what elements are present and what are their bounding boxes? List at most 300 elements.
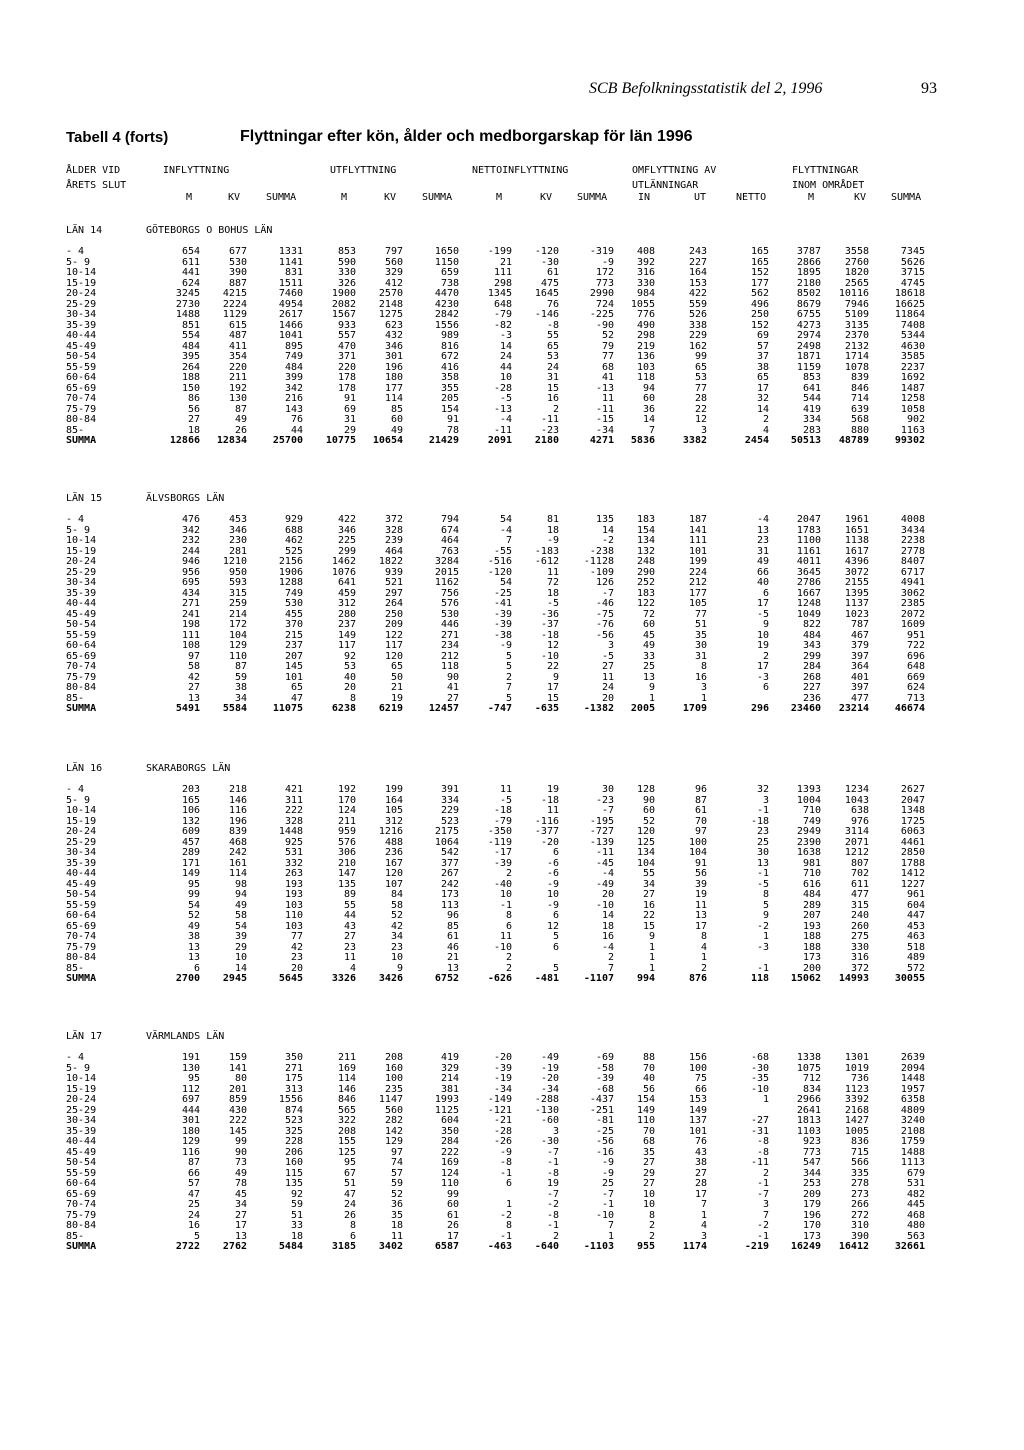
cell-ut-m: 1900 bbox=[331, 288, 356, 299]
cell-omfl-ut: 30 bbox=[694, 640, 707, 651]
lan-name: SKARABORGS LÄN bbox=[146, 763, 231, 774]
cell-in-kv: 887 bbox=[228, 277, 247, 289]
cell-inom-kv: 335 bbox=[850, 1167, 869, 1179]
cell-in-m: 203 bbox=[181, 784, 200, 795]
cell-netto-summa: 14 bbox=[601, 910, 614, 921]
age-group-cell: 75-79 bbox=[66, 941, 97, 953]
cell-in-m: 38 bbox=[187, 931, 200, 942]
cell-in-kv: 45 bbox=[234, 1188, 247, 1200]
cell-inom-m: 268 bbox=[802, 671, 821, 683]
cell-omfl-in: 154 bbox=[636, 524, 655, 536]
cell-in-m: 188 bbox=[181, 372, 200, 383]
cell-inom-m: 3645 bbox=[796, 566, 821, 578]
cell-netto-m: -55 bbox=[493, 545, 512, 557]
cell-in-kv: 172 bbox=[228, 619, 247, 630]
cell-netto-m: -463 bbox=[487, 1241, 512, 1252]
cell-inom-m: 1393 bbox=[796, 784, 821, 795]
cell-netto-m: 6 bbox=[505, 920, 512, 932]
cell-ut-kv: 129 bbox=[384, 1136, 403, 1147]
cell-netto-m: 54 bbox=[499, 514, 512, 525]
cell-ut-kv: 59 bbox=[390, 1178, 403, 1189]
cell-inom-m: 1667 bbox=[796, 587, 821, 599]
cell-in-m: 24 bbox=[187, 1209, 200, 1221]
cell-in-summa: 143 bbox=[284, 403, 303, 415]
cell-omfl-in: 120 bbox=[636, 826, 655, 837]
cell-netto-kv: 24 bbox=[546, 361, 559, 373]
cell-omfl-in: 27 bbox=[642, 889, 655, 900]
header-netto-summa: SUMMA bbox=[577, 192, 608, 203]
cell-in-m: 2722 bbox=[175, 1241, 200, 1252]
cell-ut-summa: 672 bbox=[440, 351, 459, 362]
cell-ut-summa: 41 bbox=[446, 682, 459, 693]
table-row bbox=[0, 1211, 1024, 1221]
cell-omfl-ut: 19 bbox=[694, 889, 707, 900]
cell-omfl-in: 70 bbox=[642, 1125, 655, 1137]
table-row bbox=[0, 610, 1024, 620]
cell-omfl-in: 72 bbox=[642, 608, 655, 620]
lan-name: GÖTEBORGS O BOHUS LÄN bbox=[146, 225, 273, 236]
cell-in-m: 289 bbox=[181, 847, 200, 858]
cell-ut-m: 55 bbox=[343, 899, 356, 911]
cell-omfl-ut: 70 bbox=[694, 815, 707, 827]
cell-in-kv: 114 bbox=[228, 868, 247, 879]
cell-inom-kv: 880 bbox=[850, 424, 869, 436]
cell-inom-summa: 18618 bbox=[894, 288, 925, 299]
cell-netto-m: -9 bbox=[499, 640, 512, 651]
cell-omfl-netto: -8 bbox=[756, 1136, 769, 1147]
table-row bbox=[0, 1053, 1024, 1063]
cell-in-summa: 103 bbox=[284, 920, 303, 932]
cell-inom-summa: 46674 bbox=[894, 703, 925, 714]
cell-netto-kv: 76 bbox=[546, 298, 559, 310]
header-inom-summa: SUMMA bbox=[891, 192, 922, 203]
cell-in-m: 171 bbox=[181, 857, 200, 869]
cell-in-kv: 49 bbox=[234, 414, 247, 425]
cell-omfl-netto: 3 bbox=[762, 1199, 769, 1210]
cell-omfl-ut: 96 bbox=[694, 784, 707, 795]
cell-in-m: 165 bbox=[181, 794, 200, 806]
header-ut-kv: KV bbox=[384, 192, 397, 203]
cell-inom-m: 981 bbox=[802, 857, 821, 869]
table-row bbox=[0, 932, 1024, 942]
cell-inom-kv: 2168 bbox=[844, 1104, 869, 1116]
cell-netto-summa: -225 bbox=[589, 309, 614, 320]
cell-inom-summa: 713 bbox=[906, 692, 925, 704]
table-row bbox=[0, 268, 1024, 278]
cell-omfl-ut: 75 bbox=[694, 1073, 707, 1084]
cell-netto-m: -13 bbox=[493, 403, 512, 415]
cell-in-m: 12866 bbox=[169, 435, 200, 446]
cell-omfl-netto: 2 bbox=[762, 414, 769, 425]
cell-inom-summa: 2238 bbox=[900, 535, 925, 546]
cell-inom-summa: 1957 bbox=[900, 1083, 925, 1095]
cell-omfl-netto: -2 bbox=[756, 1220, 769, 1231]
cell-in-kv: 859 bbox=[228, 1094, 247, 1105]
age-group-cell: 75-79 bbox=[66, 403, 97, 415]
cell-omfl-ut: 101 bbox=[688, 545, 707, 557]
cell-inom-kv: 1301 bbox=[844, 1052, 869, 1063]
cell-ut-summa: 334 bbox=[440, 794, 459, 806]
cell-netto-kv: 19 bbox=[546, 1178, 559, 1189]
cell-ut-m: 557 bbox=[337, 330, 356, 341]
cell-in-kv: 141 bbox=[228, 1062, 247, 1074]
cell-in-m: 56 bbox=[187, 403, 200, 415]
lan-label: LÄN 14 bbox=[66, 225, 103, 236]
cell-netto-m: 24 bbox=[499, 351, 512, 362]
cell-netto-kv: -36 bbox=[540, 608, 559, 620]
cell-netto-summa: -46 bbox=[595, 598, 614, 609]
cell-ut-summa: 530 bbox=[440, 608, 459, 620]
cell-inom-kv: 1617 bbox=[844, 545, 869, 557]
cell-netto-kv: 15 bbox=[546, 692, 559, 704]
cell-omfl-ut: 3 bbox=[700, 1230, 707, 1242]
cell-in-summa: 228 bbox=[284, 1136, 303, 1147]
cell-omfl-netto: 37 bbox=[756, 351, 769, 362]
cell-netto-m: 2 bbox=[505, 952, 512, 963]
age-group-cell: 45-49 bbox=[66, 340, 97, 352]
cell-inom-m: 1103 bbox=[796, 1125, 821, 1137]
cell-in-summa: 531 bbox=[284, 847, 303, 858]
cell-omfl-in: 298 bbox=[636, 330, 655, 341]
cell-omfl-in: 118 bbox=[636, 372, 655, 383]
cell-netto-m: -119 bbox=[487, 836, 512, 848]
cell-netto-m: -149 bbox=[487, 1094, 512, 1105]
cell-in-summa: 530 bbox=[284, 598, 303, 609]
table-row bbox=[0, 536, 1024, 546]
cell-inom-summa: 1113 bbox=[900, 1157, 925, 1168]
cell-ut-summa: 284 bbox=[440, 1136, 459, 1147]
cell-omfl-netto: -2 bbox=[756, 920, 769, 932]
cell-omfl-in: 1 bbox=[648, 941, 655, 953]
cell-ut-summa: 85 bbox=[446, 920, 459, 932]
cell-omfl-netto: -30 bbox=[750, 1062, 769, 1074]
cell-netto-m: -120 bbox=[487, 566, 512, 578]
cell-inom-kv: 1212 bbox=[844, 847, 869, 858]
cell-inom-kv: 266 bbox=[850, 1199, 869, 1210]
cell-inom-kv: 1043 bbox=[844, 794, 869, 806]
cell-omfl-ut: 53 bbox=[694, 372, 707, 383]
cell-ut-m: 51 bbox=[343, 1178, 356, 1189]
cell-ut-m: 89 bbox=[343, 889, 356, 900]
cell-in-m: 57 bbox=[187, 1178, 200, 1189]
cell-inom-m: 8502 bbox=[796, 288, 821, 299]
cell-inom-summa: 1488 bbox=[900, 1146, 925, 1158]
cell-omfl-ut: 76 bbox=[694, 1136, 707, 1147]
cell-inom-summa: 4745 bbox=[900, 277, 925, 289]
cell-ut-summa: 446 bbox=[440, 619, 459, 630]
age-group-cell: 35-39 bbox=[66, 1125, 97, 1137]
cell-netto-summa: -11 bbox=[595, 847, 614, 858]
cell-ut-kv: 60 bbox=[390, 414, 403, 425]
cell-in-kv: 13 bbox=[234, 1230, 247, 1242]
cell-omfl-ut: 13 bbox=[694, 910, 707, 921]
cell-ut-kv: 297 bbox=[384, 587, 403, 599]
header-in-kv: KV bbox=[228, 192, 241, 203]
age-group-cell: 35-39 bbox=[66, 587, 97, 599]
cell-netto-kv: -18 bbox=[540, 794, 559, 806]
header-in-summa: SUMMA bbox=[266, 192, 297, 203]
cell-netto-summa: 16 bbox=[601, 931, 614, 942]
cell-in-summa: 2617 bbox=[278, 309, 303, 320]
cell-inom-m: 544 bbox=[802, 393, 821, 404]
cell-netto-summa: -39 bbox=[595, 1073, 614, 1084]
cell-ut-m: 641 bbox=[337, 577, 356, 588]
cell-netto-m: -21 bbox=[493, 1115, 512, 1126]
cell-inom-summa: 1227 bbox=[900, 878, 925, 890]
cell-omfl-ut: 101 bbox=[688, 1125, 707, 1137]
cell-omfl-ut: 162 bbox=[688, 340, 707, 352]
cell-omfl-in: 90 bbox=[642, 794, 655, 806]
table-row bbox=[0, 1074, 1024, 1084]
cell-omfl-in: 7 bbox=[648, 424, 655, 436]
cell-ut-m: 4 bbox=[349, 962, 356, 974]
table-row bbox=[0, 1148, 1024, 1158]
cell-omfl-ut: 156 bbox=[688, 1052, 707, 1063]
header-arets-slut: ÅRETS SLUT bbox=[66, 180, 127, 191]
cell-netto-summa: -81 bbox=[595, 1115, 614, 1126]
cell-ut-summa: 377 bbox=[440, 857, 459, 869]
cell-netto-summa: -45 bbox=[595, 857, 614, 869]
cell-ut-summa: 113 bbox=[440, 899, 459, 911]
table-row bbox=[0, 964, 1024, 974]
cell-ut-kv: 107 bbox=[384, 878, 403, 890]
cell-omfl-in: 104 bbox=[636, 857, 655, 869]
cell-inom-kv: 3114 bbox=[844, 826, 869, 837]
cell-ut-m: 208 bbox=[337, 1125, 356, 1137]
cell-inom-kv: 372 bbox=[850, 962, 869, 974]
cell-inom-m: 2866 bbox=[796, 256, 821, 268]
cell-omfl-netto: 19 bbox=[756, 640, 769, 651]
cell-netto-summa: 1 bbox=[607, 1230, 614, 1242]
header-netto-kv: KV bbox=[540, 192, 553, 203]
age-group-cell: 25-29 bbox=[66, 566, 97, 578]
cell-netto-kv: 55 bbox=[546, 330, 559, 341]
cell-ut-summa: 1162 bbox=[434, 577, 459, 588]
cell-in-summa: 193 bbox=[284, 889, 303, 900]
table-row bbox=[0, 890, 1024, 900]
cell-inom-kv: 2565 bbox=[844, 277, 869, 289]
cell-inom-summa: 16625 bbox=[894, 298, 925, 310]
cell-netto-m: 11 bbox=[499, 931, 512, 942]
summa-row bbox=[0, 704, 1024, 714]
cell-inom-kv: 3135 bbox=[844, 319, 869, 331]
cell-netto-m: -25 bbox=[493, 587, 512, 599]
cell-in-m: 112 bbox=[181, 1083, 200, 1095]
cell-inom-kv: 278 bbox=[850, 1178, 869, 1189]
cell-ut-kv: 84 bbox=[390, 889, 403, 900]
age-group-cell: 85- bbox=[66, 692, 85, 704]
cell-ut-m: 299 bbox=[337, 545, 356, 557]
cell-ut-summa: 391 bbox=[440, 784, 459, 795]
cell-netto-kv: -18 bbox=[540, 629, 559, 641]
cell-omfl-in: 149 bbox=[636, 1104, 655, 1116]
cell-inom-summa: 6717 bbox=[900, 566, 925, 578]
age-group-cell: 65-69 bbox=[66, 382, 97, 394]
cell-omfl-in: 183 bbox=[636, 587, 655, 599]
cell-ut-kv: 117 bbox=[384, 640, 403, 651]
cell-netto-kv: -288 bbox=[534, 1094, 559, 1105]
cell-ut-m: 67 bbox=[343, 1167, 356, 1179]
table-row bbox=[0, 1095, 1024, 1105]
cell-netto-summa: -11 bbox=[595, 403, 614, 415]
cell-inom-m: 2390 bbox=[796, 836, 821, 848]
table-row bbox=[0, 578, 1024, 588]
age-group-cell: 50-54 bbox=[66, 889, 97, 900]
cell-inom-m: 15062 bbox=[790, 973, 821, 984]
cell-netto-summa: -90 bbox=[595, 319, 614, 331]
cell-omfl-netto: 38 bbox=[756, 361, 769, 373]
cell-ut-summa: 329 bbox=[440, 1062, 459, 1074]
table-row bbox=[0, 785, 1024, 795]
cell-in-m: 244 bbox=[181, 545, 200, 557]
cell-ut-m: 6 bbox=[349, 1230, 356, 1242]
cell-omfl-in: 29 bbox=[642, 1167, 655, 1179]
age-group-cell: 20-24 bbox=[66, 288, 97, 299]
cell-ut-summa: 99 bbox=[446, 1188, 459, 1200]
cell-omfl-netto: 66 bbox=[756, 566, 769, 578]
cell-in-kv: 950 bbox=[228, 566, 247, 578]
cell-netto-summa: -9 bbox=[601, 1157, 614, 1168]
table-row bbox=[0, 1116, 1024, 1126]
cell-ut-kv: 235 bbox=[384, 1083, 403, 1095]
table-row bbox=[0, 673, 1024, 683]
cell-netto-summa: 25 bbox=[601, 1178, 614, 1189]
cell-omfl-ut: 1 bbox=[700, 1209, 707, 1221]
cell-netto-m: 10 bbox=[499, 889, 512, 900]
cell-ut-kv: 1822 bbox=[378, 556, 403, 567]
cell-inom-summa: 1448 bbox=[900, 1073, 925, 1084]
table-row bbox=[0, 869, 1024, 879]
cell-in-m: 106 bbox=[181, 805, 200, 816]
cell-omfl-ut: 164 bbox=[688, 267, 707, 278]
cell-in-kv: 468 bbox=[228, 836, 247, 848]
cell-netto-kv: -49 bbox=[540, 1052, 559, 1063]
cell-omfl-ut: 35 bbox=[694, 629, 707, 641]
cell-ut-m: 3326 bbox=[331, 973, 356, 984]
cell-in-m: 232 bbox=[181, 535, 200, 546]
cell-in-m: 956 bbox=[181, 566, 200, 578]
cell-inom-m: 3787 bbox=[796, 246, 821, 257]
cell-ut-summa: 419 bbox=[440, 1052, 459, 1063]
cell-netto-kv: 3 bbox=[552, 1125, 559, 1137]
cell-omfl-ut: 11 bbox=[694, 899, 707, 911]
table-row bbox=[0, 557, 1024, 567]
cell-in-summa: 1556 bbox=[278, 1094, 303, 1105]
cell-ut-summa: 763 bbox=[440, 545, 459, 557]
cell-netto-kv: 22 bbox=[546, 661, 559, 672]
cell-netto-summa: -1128 bbox=[583, 556, 614, 567]
table-row bbox=[0, 547, 1024, 557]
cell-in-m: 609 bbox=[181, 826, 200, 837]
cell-inom-kv: 1137 bbox=[844, 598, 869, 609]
cell-in-summa: 18 bbox=[290, 1230, 303, 1242]
cell-in-m: 95 bbox=[187, 1073, 200, 1084]
cell-netto-summa: 20 bbox=[601, 692, 614, 704]
cell-in-m: 444 bbox=[181, 1104, 200, 1116]
cell-netto-kv: -8 bbox=[546, 319, 559, 331]
cell-netto-kv: -23 bbox=[540, 424, 559, 436]
cell-netto-m: -1 bbox=[499, 1167, 512, 1179]
cell-netto-kv: -640 bbox=[534, 1241, 559, 1252]
cell-netto-summa: 52 bbox=[601, 330, 614, 341]
cell-omfl-in: 15 bbox=[642, 920, 655, 932]
cell-inom-kv: 240 bbox=[850, 910, 869, 921]
cell-netto-summa: 24 bbox=[601, 682, 614, 693]
cell-in-m: 434 bbox=[181, 587, 200, 599]
cell-inom-summa: 2850 bbox=[900, 847, 925, 858]
cell-netto-summa: -2 bbox=[601, 535, 614, 546]
table-row bbox=[0, 806, 1024, 816]
cell-in-m: 150 bbox=[181, 382, 200, 394]
cell-ut-summa: 21429 bbox=[428, 435, 459, 446]
cell-netto-summa: 11 bbox=[601, 393, 614, 404]
cell-ut-m: 11 bbox=[343, 952, 356, 963]
cell-omfl-netto: 49 bbox=[756, 556, 769, 567]
header-omfl-ut: UT bbox=[694, 192, 707, 203]
cell-ut-kv: 9 bbox=[396, 962, 403, 974]
age-group-cell: 5- 9 bbox=[66, 256, 91, 268]
cell-ut-kv: 199 bbox=[384, 784, 403, 795]
cell-in-m: 116 bbox=[181, 1146, 200, 1158]
age-group-cell: 80-84 bbox=[66, 414, 97, 425]
cell-omfl-netto: -8 bbox=[756, 1146, 769, 1158]
age-group-cell: 70-74 bbox=[66, 393, 97, 404]
cell-omfl-ut: 99 bbox=[694, 351, 707, 362]
cell-omfl-netto: 17 bbox=[756, 382, 769, 394]
cell-in-kv: 80 bbox=[234, 1073, 247, 1084]
header-alder-vid: ÅLDER VID bbox=[66, 165, 121, 176]
cell-inom-m: 200 bbox=[802, 962, 821, 974]
cell-netto-m: 44 bbox=[499, 361, 512, 373]
cell-in-kv: 90 bbox=[234, 1146, 247, 1158]
cell-in-kv: 593 bbox=[228, 577, 247, 588]
cell-in-kv: 218 bbox=[228, 784, 247, 795]
cell-in-m: 851 bbox=[181, 319, 200, 331]
cell-inom-m: 484 bbox=[802, 629, 821, 641]
cell-netto-kv: 2180 bbox=[534, 435, 559, 446]
table-row bbox=[0, 568, 1024, 578]
cell-netto-kv: 11 bbox=[546, 566, 559, 578]
cell-ut-m: 10775 bbox=[325, 435, 356, 446]
cell-ut-m: 211 bbox=[337, 1052, 356, 1063]
table-row bbox=[0, 817, 1024, 827]
table-row bbox=[0, 352, 1024, 362]
cell-netto-m: -5 bbox=[499, 393, 512, 404]
cell-ut-kv: 1147 bbox=[378, 1094, 403, 1105]
cell-netto-summa: -23 bbox=[595, 794, 614, 806]
cell-omfl-netto: 152 bbox=[750, 267, 769, 278]
cell-inom-summa: 3715 bbox=[900, 267, 925, 278]
header-utflyttning: UTFLYTTNING bbox=[330, 165, 397, 176]
cell-ut-kv: 120 bbox=[384, 868, 403, 879]
cell-inom-m: 4273 bbox=[796, 319, 821, 331]
table-row bbox=[0, 363, 1024, 373]
cell-omfl-netto: 118 bbox=[750, 973, 769, 984]
cell-inom-summa: 2385 bbox=[900, 598, 925, 609]
cell-netto-m: -8 bbox=[499, 1157, 512, 1168]
cell-in-kv: 2224 bbox=[222, 298, 247, 310]
cell-inom-m: 1338 bbox=[796, 1052, 821, 1063]
cell-in-summa: 263 bbox=[284, 868, 303, 879]
cell-inom-summa: 624 bbox=[906, 682, 925, 693]
cell-in-kv: 39 bbox=[234, 931, 247, 942]
cell-ut-summa: 3284 bbox=[434, 556, 459, 567]
cell-netto-kv: -30 bbox=[540, 256, 559, 268]
cell-ut-summa: 523 bbox=[440, 815, 459, 827]
cell-omfl-ut: 12 bbox=[694, 414, 707, 425]
cell-in-summa: 313 bbox=[284, 1083, 303, 1095]
cell-netto-summa: -56 bbox=[595, 629, 614, 641]
